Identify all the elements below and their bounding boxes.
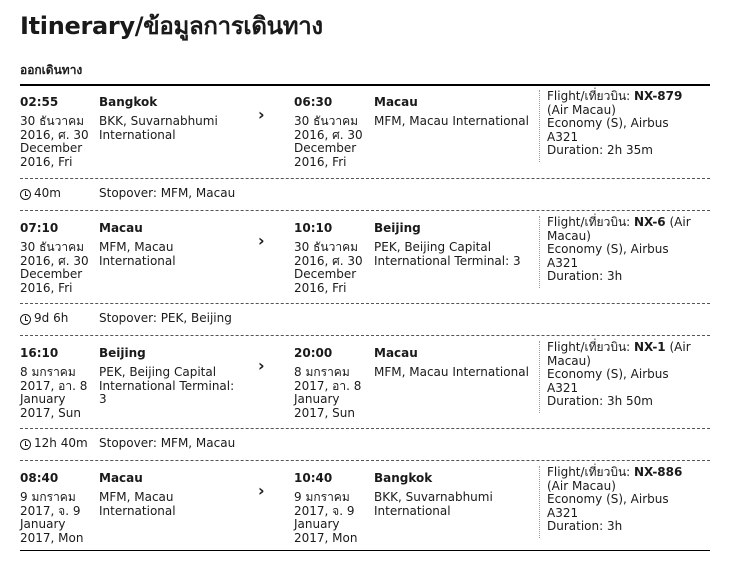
airline-name: (Air Macau) [547,478,616,493]
arrival-city: Bangkok [374,471,433,485]
flight-duration: Duration: 3h 50m [547,394,653,408]
chevron-right-icon: › [258,356,265,375]
flight-number: NX-886 [634,465,683,479]
flight-label: Flight/เที่ยวบิน: [547,215,634,229]
flight-number: NX-6 [634,215,666,229]
stopover-duration: 12h 40m [34,436,88,450]
airline-name: (Air Macau) [547,340,691,368]
stopover-duration: 9d 6h [34,311,69,325]
arrival-date: 8 มกราคม 2017, อา. 8 January 2017, Sun [294,365,362,420]
airline-name: (Air Macau) [547,215,691,243]
arrival-time: 20:00 [294,346,333,360]
arrival-airport: PEK, Beijing Capital International Terminal: 3 [374,240,521,268]
arrival-airport: MFM, Macau International [374,365,529,379]
departure-time: 07:10 [20,221,59,235]
clock-icon [20,439,31,450]
departure-date: 30 ธันวาคม 2016, ศ. 30 December 2016, Fri [20,240,89,295]
flight-info [539,341,697,413]
section-label-departure: ออกเดินทาง [20,63,83,77]
departure-city: Bangkok [99,95,158,109]
chevron-right-icon: › [258,105,265,124]
departure-airport: MFM, Macau International [99,490,176,518]
cabin-aircraft: Economy (S), Airbus A321 [547,242,669,270]
flight-segment [20,212,710,295]
flight-label: Flight/เที่ยวบิน: [547,340,634,354]
arrival-time: 10:40 [294,471,333,485]
flight-duration: Duration: 3h [547,269,623,283]
airline-name: (Air Macau) [547,102,616,117]
stopover-location: Stopover: PEK, Beijing [99,311,232,325]
arrival-city: Beijing [374,221,421,235]
arrival-date: 30 ธันวาคม 2016, ศ. 30 December 2016, Fri [294,240,363,295]
flight-segment [20,462,710,545]
arrival-date: 30 ธันวาคม 2016, ศ. 30 December 2016, Fri [294,114,363,169]
departure-city: Macau [99,471,143,485]
cabin-aircraft: Economy (S), Airbus A321 [547,116,669,144]
arrival-date: 9 มกราคม 2017, จ. 9 January 2017, Mon [294,490,358,545]
departure-date: 30 ธันวาคม 2016, ศ. 30 December 2016, Fri [20,114,89,169]
flight-duration: Duration: 3h [547,519,623,533]
flight-number: NX-1 [634,340,666,354]
flight-number: NX-879 [634,89,683,103]
arrival-airport: MFM, Macau International [374,114,529,128]
stopover-location: Stopover: MFM, Macau [99,436,236,450]
flight-segment [20,86,710,169]
page-title: Itinerary/ข้อมูลการเดินทาง [20,12,323,40]
footer-divider [20,550,710,551]
arrival-airport: BKK, Suvarnabhumi International [374,490,493,518]
departure-airport: PEK, Beijing Capital International Terminal: 3 [99,365,235,406]
flight-label: Flight/เที่ยวบิน: [547,89,634,103]
chevron-right-icon: › [258,231,265,250]
stopover-row [20,304,710,336]
departure-time: 16:10 [20,346,59,360]
cabin-aircraft: Economy (S), Airbus A321 [547,492,669,520]
stopover-row [20,179,710,211]
arrival-time: 06:30 [294,95,333,109]
cabin-aircraft: Economy (S), Airbus A321 [547,367,669,395]
departure-city: Beijing [99,346,146,360]
departure-date: 9 มกราคม 2017, จ. 9 January 2017, Mon [20,490,84,545]
flight-info [539,90,697,162]
dashed-divider [20,460,710,461]
clock-icon [20,314,31,325]
departure-time: 02:55 [20,95,59,109]
arrival-time: 10:10 [294,221,333,235]
arrival-city: Macau [374,346,418,360]
stopover-row [20,429,710,461]
departure-airport: MFM, Macau International [99,240,176,268]
stopover-location: Stopover: MFM, Macau [99,186,236,200]
departure-date: 8 มกราคม 2017, อา. 8 January 2017, Sun [20,365,88,420]
dashed-divider [20,335,710,336]
flight-duration: Duration: 2h 35m [547,143,653,157]
flight-info [539,466,697,538]
flight-info [539,216,697,288]
departure-time: 08:40 [20,471,59,485]
chevron-right-icon: › [258,481,265,500]
flight-segment [20,337,710,420]
clock-icon [20,189,31,200]
dashed-divider [20,210,710,211]
stopover-duration: 40m [34,186,61,200]
departure-city: Macau [99,221,143,235]
flight-label: Flight/เที่ยวบิน: [547,465,634,479]
departure-airport: BKK, Suvarnabhumi International [99,114,218,142]
arrival-city: Macau [374,95,418,109]
